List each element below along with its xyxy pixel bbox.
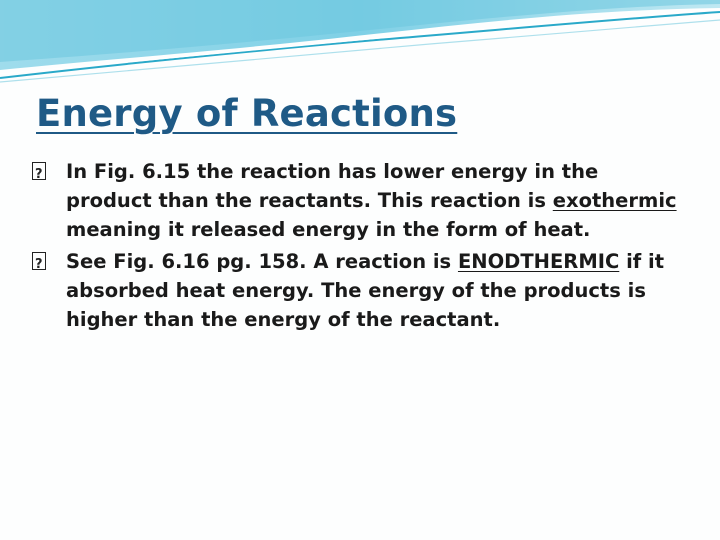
bullet-text-end: if it absorbed heat energy. The energy of the products is higher than the energy of the reactant.: [66, 250, 665, 331]
header-wave-decoration: [0, 0, 720, 90]
bullet-emphasis: ENODTHERMIC: [457, 250, 620, 273]
replacement-character-icon: [32, 162, 46, 180]
bullet-text-start: In Fig. 6.15 the reaction has lower energy in the product than the reactants. This reaction is: [66, 160, 599, 212]
bullet-emphasis: exothermic: [552, 189, 677, 212]
bullet-text-end: meaning it released energy in the form of heat.: [66, 218, 591, 241]
bullet-list: [32, 157, 682, 337]
slide-title: Energy of Reactions: [36, 92, 458, 135]
bullet-item: [32, 157, 682, 244]
bullet-text-start: See Fig. 6.16 pg. 158. A reaction is: [66, 250, 458, 273]
replacement-character-icon: [32, 252, 46, 270]
bullet-item: [32, 247, 682, 334]
